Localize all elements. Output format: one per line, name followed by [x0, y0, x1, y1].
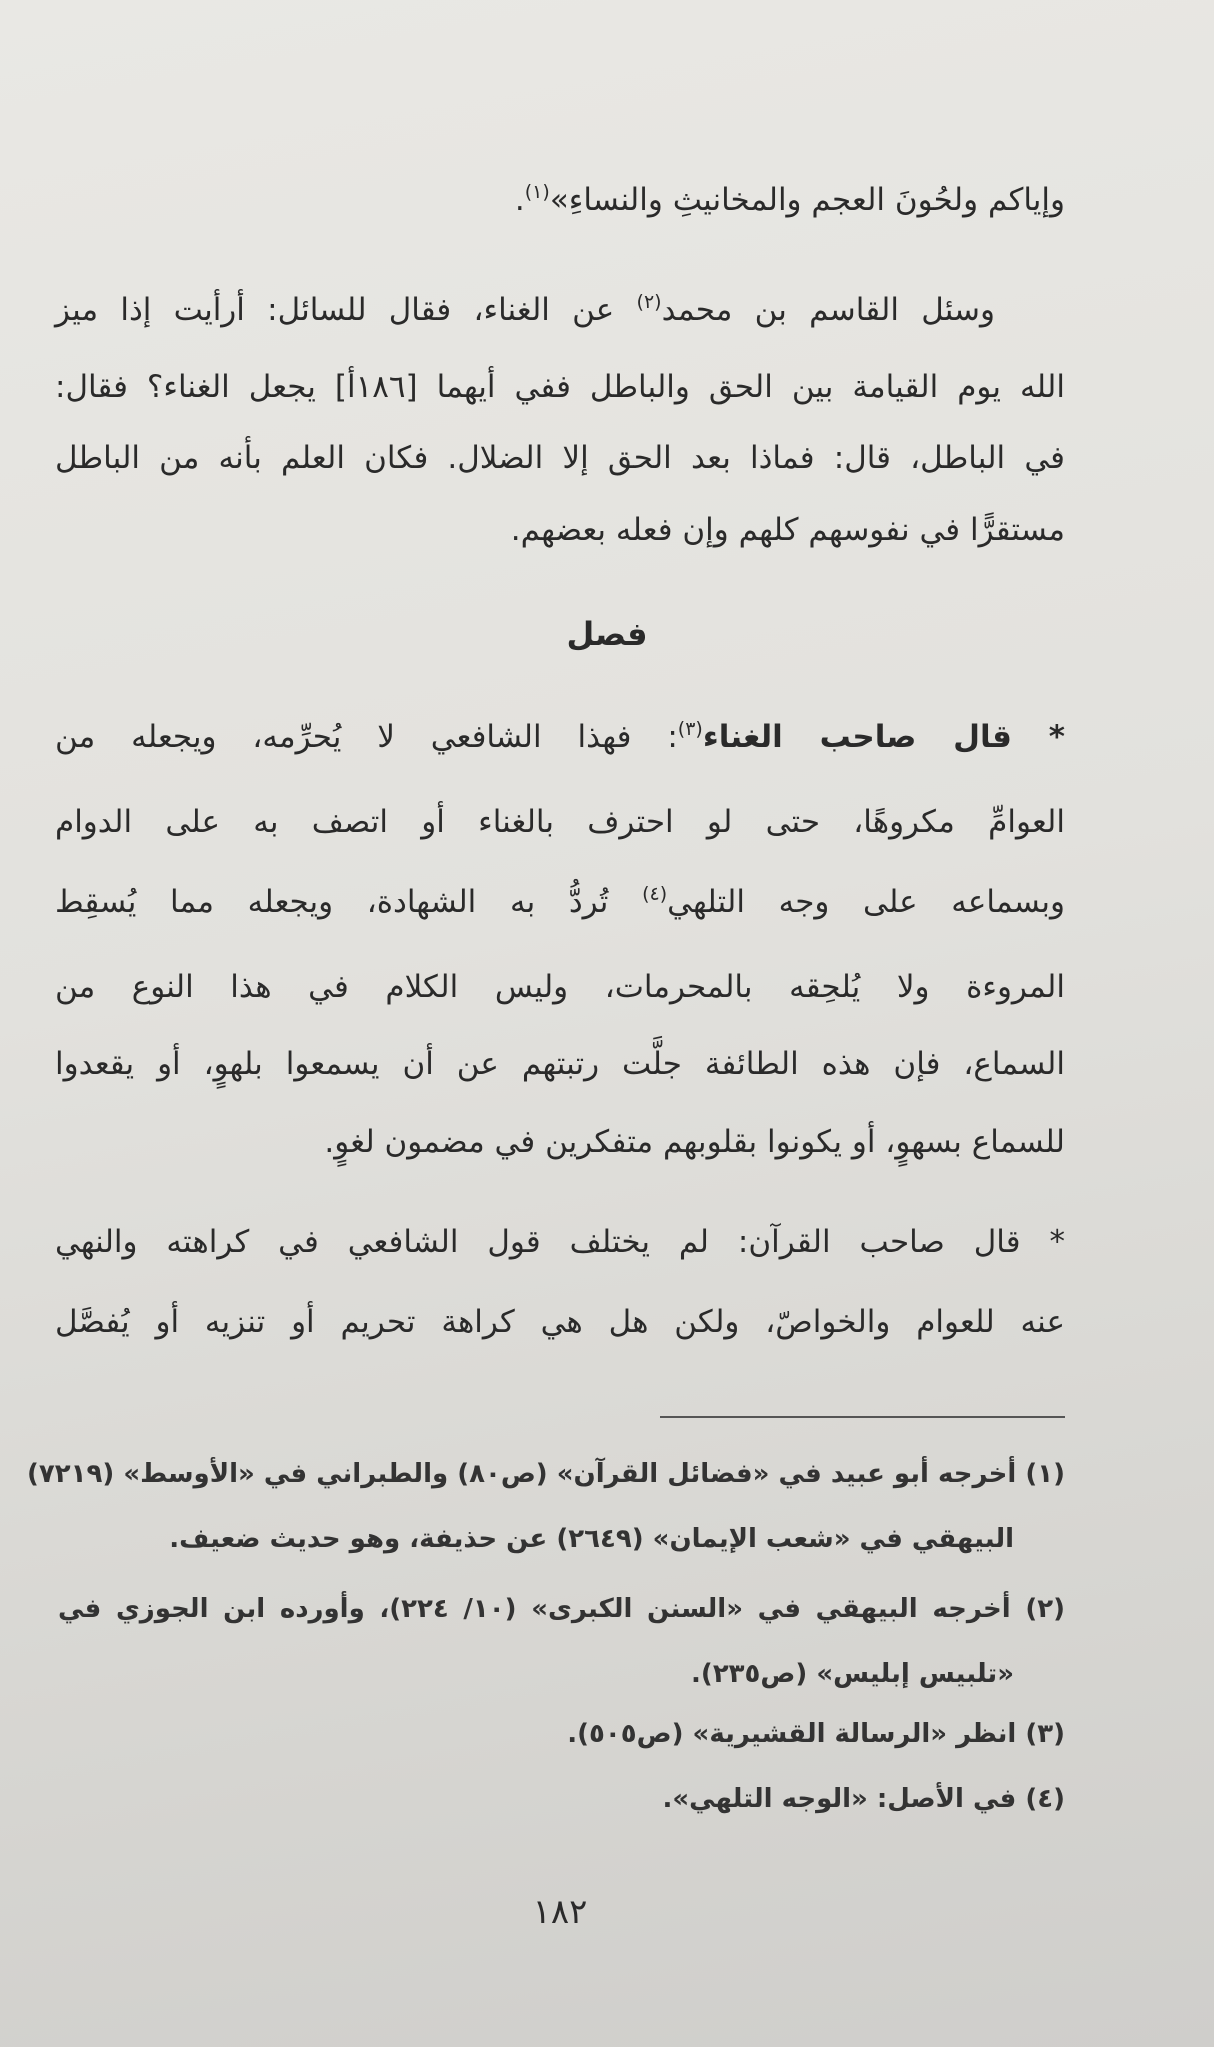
text-span: تُردُّ به الشهادة، ويجعله مما يُسقِط — [55, 884, 643, 920]
text-line: الله يوم القيامة بين الحق والباطل ففي أيهما [١٨٦أ] يجعل الغناء؟ فقال: — [55, 369, 1065, 405]
footnote-ref: (٢) — [636, 291, 662, 313]
footnote-ref: (٣) — [677, 718, 703, 740]
footnote-number: (٤) — [1025, 1784, 1065, 1814]
footnote-text: أخرجه أبو عبيد في «فضائل القرآن» (ص٨٠) والطبراني في «الأوسط» (٧٢١٩) — [27, 1459, 1017, 1489]
footnote-ref: (١) — [524, 181, 550, 203]
text-line: عنه للعوام والخواصّ، ولكن هل هي كراهة تحريم أو تنزيه أو يُفصَّل — [55, 1304, 1065, 1340]
footnote-1 — [27, 1455, 1065, 1493]
text-span: عن الغناء، فقال للسائل: أرأيت إذا ميز — [55, 292, 637, 328]
footnote-ref: (٤) — [642, 883, 668, 905]
text-line: في الباطل، قال: فماذا بعد الحق إلا الضلال. فكان العلم بأنه من الباطل — [55, 440, 1065, 476]
text-span: * قال صاحب الغناء — [702, 719, 1065, 755]
text-line — [55, 715, 1065, 759]
text-span: : فهذا الشافعي لا يُحرِّمه، ويجعله من — [55, 719, 678, 755]
text-line: للسماع بسهوٍ، أو يكونوا بقلوبهم متفكرين في مضمون لغوٍ. — [324, 1124, 1065, 1160]
footnote-text: أخرجه البيهقي في «السنن الكبرى» (١٠/ ٢٢٤)، وأورده ابن الجوزي في — [58, 1594, 1011, 1624]
text-span: وسئل القاسم بن محمد — [661, 292, 995, 328]
text-span: وإياكم ولحُونَ العجم والمخانيثِ والنساءِ» — [549, 182, 1065, 218]
footnote-2-cont: «تلبيس إبليس» (ص٢٣٥). — [691, 1659, 1014, 1689]
footnote-number: (١) — [1025, 1459, 1065, 1489]
text-line: مستقرًّا في نفوسهم كلهم وإن فعله بعضهم. — [510, 512, 1065, 548]
footnote-text: في الأصل: «الوجه التلهي». — [662, 1784, 1017, 1814]
footnote-1-cont: البيهقي في «شعب الإيمان» (٢٦٤٩) عن حذيفة، وهو حديث ضعيف. — [169, 1524, 1014, 1554]
text-line: السماع، فإن هذه الطائفة جلَّت رتبتهم عن أن يسمعوا بلهوٍ، أو يقعدوا — [55, 1046, 1065, 1082]
text-line: وإياكم ولحُونَ العجم والمخانيثِ والنساءِ»$^{(١)}$. — [514, 181, 1065, 218]
text-line — [55, 880, 1065, 924]
footnote-number: (٣) — [1025, 1719, 1065, 1749]
footnote-text: انظر «الرسالة القشيرية» (ص٥٠٥). — [567, 1719, 1017, 1749]
footnote-number: (٢) — [1025, 1594, 1065, 1624]
text-span: وبسماعه على وجه التلهي — [667, 884, 1065, 920]
section-heading: فصل — [566, 615, 648, 653]
page-number: ١٨٢ — [532, 1892, 588, 1932]
text-line: العوامِّ مكروهًا، حتى لو احترف بالغناء أو اتصف به على الدوام — [55, 804, 1065, 840]
text-line — [55, 288, 995, 332]
text-line: المروءة ولا يُلحِقه بالمحرمات، وليس الكلام في هذا النوع من — [55, 969, 1065, 1005]
footnote-separator — [660, 1416, 1065, 1418]
text-line: * قال صاحب القرآن: لم يختلف قول الشافعي في كراهته والنهي — [55, 1224, 1065, 1260]
footnote-2 — [58, 1590, 1065, 1628]
footnote-3 — [567, 1715, 1065, 1753]
footnote-4 — [662, 1780, 1065, 1818]
